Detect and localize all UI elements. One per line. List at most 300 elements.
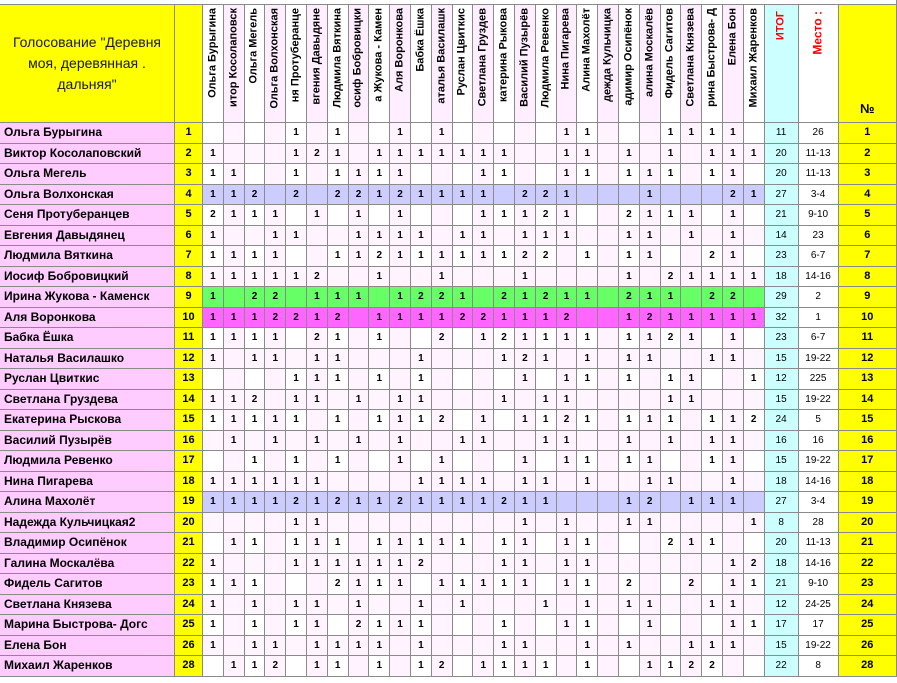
vote-cell: 1: [245, 246, 266, 267]
vote-cell: [349, 533, 370, 554]
vote-cell: 1: [411, 226, 432, 247]
vote-cell: 1: [536, 390, 557, 411]
vote-cell: 2: [265, 287, 286, 308]
mesto-label: Место :: [810, 11, 825, 55]
vote-cell: 1: [661, 656, 682, 677]
itog-cell: 24: [765, 410, 799, 431]
vote-cell: [619, 533, 640, 554]
vote-cell: [515, 431, 536, 452]
participant-name: Владимир Осипёнок: [0, 533, 175, 554]
vote-cell: 1: [307, 595, 328, 616]
vote-cell: 1: [515, 267, 536, 288]
vote-cell: [390, 349, 411, 370]
vote-cell: 1: [265, 205, 286, 226]
vote-cell: [702, 185, 723, 206]
vote-cell: 1: [515, 369, 536, 390]
vote-cell: [681, 472, 702, 493]
number-cell: 6: [839, 226, 897, 247]
vote-cell: 1: [411, 656, 432, 677]
vote-cell: [349, 451, 370, 472]
vote-cell: [536, 533, 557, 554]
participant-name: Светлана Груздева: [0, 390, 175, 411]
vote-cell: 1: [744, 308, 765, 329]
vote-cell: 2: [328, 185, 349, 206]
vote-cell: 1: [224, 574, 245, 595]
vote-cell: [744, 595, 765, 616]
vote-cell: [598, 636, 619, 657]
itog-cell: 32: [765, 308, 799, 329]
vote-cell: 1: [432, 267, 453, 288]
vote-cell: 1: [536, 431, 557, 452]
vote-cell: 2: [536, 287, 557, 308]
vote-cell: 1: [723, 410, 744, 431]
row-index: 8: [175, 267, 203, 288]
vote-cell: [453, 656, 474, 677]
vote-cell: [432, 369, 453, 390]
vote-cell: 1: [723, 246, 744, 267]
vote-cell: 1: [557, 185, 578, 206]
vote-cell: [453, 390, 474, 411]
vote-cell: 2: [702, 656, 723, 677]
vote-cell: 1: [245, 656, 266, 677]
vote-cell: 1: [224, 656, 245, 677]
vote-cell: 1: [203, 226, 224, 247]
vote-cell: 1: [390, 287, 411, 308]
voter-name: аталья Василашк: [435, 8, 448, 104]
itog-cell: 23: [765, 328, 799, 349]
vote-cell: 1: [494, 164, 515, 185]
vote-cell: [598, 615, 619, 636]
vote-cell: [286, 349, 307, 370]
mesto-cell: 3-4: [799, 185, 839, 206]
vote-cell: [681, 144, 702, 165]
vote-cell: [619, 656, 640, 677]
vote-cell: [349, 656, 370, 677]
voter-header: [203, 5, 224, 123]
vote-cell: 1: [473, 328, 494, 349]
vote-cell: [661, 451, 682, 472]
vote-cell: 1: [640, 205, 661, 226]
row-index: 14: [175, 390, 203, 411]
vote-cell: 1: [536, 410, 557, 431]
vote-cell: 1: [619, 246, 640, 267]
vote-cell: 1: [536, 226, 557, 247]
vote-cell: 1: [369, 492, 390, 513]
vote-cell: [453, 164, 474, 185]
vote-cell: 1: [203, 328, 224, 349]
vote-cell: 1: [245, 451, 266, 472]
vote-cell: [536, 123, 557, 144]
vote-cell: [557, 267, 578, 288]
vote-cell: 1: [453, 287, 474, 308]
vote-cell: 1: [203, 267, 224, 288]
vote-cell: 1: [577, 574, 598, 595]
vote-cell: [536, 144, 557, 165]
vote-cell: 1: [515, 533, 536, 554]
vote-cell: [453, 554, 474, 575]
vote-cell: 1: [619, 513, 640, 534]
vote-cell: [619, 390, 640, 411]
vote-cell: 1: [557, 123, 578, 144]
vote-cell: 1: [390, 246, 411, 267]
vote-cell: 1: [557, 574, 578, 595]
voter-header: [557, 5, 578, 123]
vote-cell: 1: [702, 595, 723, 616]
vote-cell: [453, 615, 474, 636]
vote-cell: [369, 595, 390, 616]
voter-header: [661, 5, 682, 123]
vote-cell: [203, 431, 224, 452]
vote-cell: [619, 123, 640, 144]
vote-cell: [453, 349, 474, 370]
vote-cell: 1: [515, 636, 536, 657]
vote-cell: [453, 410, 474, 431]
vote-cell: 1: [453, 226, 474, 247]
vote-cell: [473, 595, 494, 616]
vote-cell: [661, 615, 682, 636]
voter-name: Людмила Ревенко: [539, 8, 552, 108]
vote-cell: 2: [328, 492, 349, 513]
vote-cell: 1: [723, 349, 744, 370]
itog-header: [765, 5, 799, 123]
vote-cell: [577, 308, 598, 329]
vote-cell: 1: [390, 144, 411, 165]
vote-cell: 1: [681, 390, 702, 411]
vote-cell: [619, 472, 640, 493]
participant-name: Руслан Цвиткис: [0, 369, 175, 390]
vote-cell: 1: [369, 328, 390, 349]
vote-cell: 1: [432, 123, 453, 144]
vote-cell: 2: [536, 185, 557, 206]
vote-cell: 1: [723, 451, 744, 472]
vote-cell: 1: [245, 349, 266, 370]
vote-cell: [307, 123, 328, 144]
vote-cell: [473, 369, 494, 390]
vote-cell: 1: [286, 144, 307, 165]
vote-cell: [536, 513, 557, 534]
itog-cell: 11: [765, 123, 799, 144]
vote-cell: 1: [494, 533, 515, 554]
vote-cell: 1: [411, 533, 432, 554]
vote-cell: [349, 123, 370, 144]
vote-cell: [453, 369, 474, 390]
vote-cell: 1: [619, 636, 640, 657]
participant-name: Иосиф Бобровицкий: [0, 267, 175, 288]
vote-cell: 1: [390, 574, 411, 595]
vote-cell: 1: [494, 349, 515, 370]
vote-cell: [369, 390, 390, 411]
vote-cell: 1: [473, 185, 494, 206]
vote-cell: [473, 123, 494, 144]
vote-cell: 1: [432, 574, 453, 595]
vote-cell: 1: [640, 472, 661, 493]
vote-cell: [203, 513, 224, 534]
vote-cell: 2: [494, 287, 515, 308]
voter-name: Бабка Ёшка: [414, 8, 427, 72]
vote-cell: 1: [744, 369, 765, 390]
vote-cell: 1: [640, 349, 661, 370]
vote-cell: [224, 369, 245, 390]
mesto-cell: 6-7: [799, 328, 839, 349]
vote-cell: 1: [515, 492, 536, 513]
vote-cell: 1: [286, 390, 307, 411]
vote-cell: [515, 390, 536, 411]
vote-cell: 1: [681, 328, 702, 349]
vote-cell: 1: [432, 451, 453, 472]
vote-cell: [224, 226, 245, 247]
row-index: 2: [175, 144, 203, 165]
vote-cell: [245, 226, 266, 247]
vote-cell: [390, 513, 411, 534]
vote-cell: 1: [557, 205, 578, 226]
vote-cell: [619, 554, 640, 575]
number-header: №: [839, 5, 897, 123]
vote-cell: 2: [307, 267, 328, 288]
vote-cell: [577, 390, 598, 411]
vote-cell: 2: [661, 267, 682, 288]
vote-cell: [245, 431, 266, 452]
vote-cell: [286, 205, 307, 226]
vote-cell: 1: [390, 451, 411, 472]
vote-cell: [265, 533, 286, 554]
row-index: 23: [175, 574, 203, 595]
vote-cell: [432, 636, 453, 657]
vote-cell: 1: [619, 369, 640, 390]
vote-cell: 1: [203, 390, 224, 411]
vote-cell: [661, 349, 682, 370]
vote-cell: 2: [265, 308, 286, 329]
vote-cell: [307, 185, 328, 206]
vote-cell: 1: [515, 656, 536, 677]
vote-cell: 1: [349, 492, 370, 513]
vote-cell: [411, 164, 432, 185]
vote-cell: 2: [473, 308, 494, 329]
vote-cell: 1: [453, 472, 474, 493]
vote-cell: [473, 513, 494, 534]
vote-cell: [432, 431, 453, 452]
vote-cell: [473, 615, 494, 636]
vote-cell: [307, 574, 328, 595]
vote-cell: [390, 656, 411, 677]
number-cell: 16: [839, 431, 897, 452]
vote-cell: 1: [203, 472, 224, 493]
vote-cell: 2: [744, 410, 765, 431]
voter-header: [432, 5, 453, 123]
vote-cell: 1: [328, 246, 349, 267]
participant-name: Наталья Василашко: [0, 349, 175, 370]
vote-cell: 1: [577, 164, 598, 185]
vote-cell: 1: [640, 287, 661, 308]
index-header: [175, 5, 203, 123]
vote-cell: [307, 410, 328, 431]
vote-cell: 1: [453, 533, 474, 554]
vote-cell: [473, 267, 494, 288]
vote-cell: 1: [349, 554, 370, 575]
vote-cell: 1: [203, 636, 224, 657]
vote-cell: [598, 123, 619, 144]
vote-cell: [224, 123, 245, 144]
vote-cell: [598, 144, 619, 165]
vote-cell: [640, 431, 661, 452]
vote-cell: [598, 226, 619, 247]
vote-cell: [473, 390, 494, 411]
row-index: 20: [175, 513, 203, 534]
vote-cell: [224, 615, 245, 636]
vote-cell: 1: [681, 369, 702, 390]
participant-name: Аля Воронкова: [0, 308, 175, 329]
voter-name: Фидель Сагитов: [663, 8, 676, 99]
vote-cell: 1: [744, 574, 765, 595]
mesto-cell: 2: [799, 287, 839, 308]
vote-cell: 1: [224, 492, 245, 513]
voter-name: Аля Воронкова: [393, 8, 406, 92]
vote-cell: 1: [640, 451, 661, 472]
vote-cell: 1: [224, 164, 245, 185]
vote-cell: [390, 595, 411, 616]
vote-cell: 2: [390, 185, 411, 206]
vote-cell: [369, 205, 390, 226]
vote-cell: [744, 390, 765, 411]
participant-name: Нина Пигарева: [0, 472, 175, 493]
vote-cell: 1: [557, 328, 578, 349]
vote-cell: 1: [473, 492, 494, 513]
vote-cell: [681, 615, 702, 636]
vote-cell: [411, 205, 432, 226]
mesto-cell: 28: [799, 513, 839, 534]
voter-name: Елена Бон: [726, 8, 739, 66]
vote-cell: [432, 595, 453, 616]
vote-cell: [619, 185, 640, 206]
mesto-cell: 19-22: [799, 390, 839, 411]
vote-cell: [640, 636, 661, 657]
vote-cell: 2: [494, 492, 515, 513]
vote-cell: 1: [744, 144, 765, 165]
vote-cell: 2: [744, 554, 765, 575]
vote-cell: 1: [432, 246, 453, 267]
vote-cell: [598, 390, 619, 411]
vote-cell: [453, 123, 474, 144]
vote-cell: 1: [557, 144, 578, 165]
vote-cell: 1: [203, 144, 224, 165]
vote-cell: 1: [494, 574, 515, 595]
vote-cell: [328, 595, 349, 616]
sheet-title: Голосование "Деревня моя, деревянная . дальняя": [0, 5, 175, 123]
vote-cell: 1: [224, 431, 245, 452]
vote-cell: 2: [723, 185, 744, 206]
vote-cell: [598, 185, 619, 206]
row-index: 26: [175, 636, 203, 657]
voter-header: [265, 5, 286, 123]
vote-cell: 2: [411, 287, 432, 308]
vote-cell: 1: [494, 246, 515, 267]
vote-cell: [744, 226, 765, 247]
vote-cell: [661, 185, 682, 206]
vote-cell: [494, 451, 515, 472]
row-index: 17: [175, 451, 203, 472]
vote-cell: 1: [536, 492, 557, 513]
vote-cell: 1: [619, 595, 640, 616]
vote-cell: 1: [369, 226, 390, 247]
vote-cell: 1: [473, 431, 494, 452]
vote-cell: 1: [369, 574, 390, 595]
vote-cell: 1: [577, 554, 598, 575]
vote-cell: [307, 226, 328, 247]
vote-cell: [744, 287, 765, 308]
vote-cell: [390, 328, 411, 349]
vote-cell: 1: [619, 226, 640, 247]
itog-cell: 15: [765, 451, 799, 472]
vote-cell: 1: [224, 390, 245, 411]
vote-cell: 1: [328, 369, 349, 390]
vote-cell: 1: [265, 246, 286, 267]
voter-header: [619, 5, 640, 123]
vote-cell: [640, 144, 661, 165]
vote-cell: [286, 656, 307, 677]
vote-cell: 1: [453, 144, 474, 165]
vote-cell: 1: [245, 492, 266, 513]
vote-cell: 1: [328, 451, 349, 472]
vote-cell: [661, 574, 682, 595]
vote-cell: 1: [661, 431, 682, 452]
number-cell: 10: [839, 308, 897, 329]
vote-cell: [473, 451, 494, 472]
vote-cell: 1: [349, 390, 370, 411]
vote-cell: [245, 144, 266, 165]
vote-cell: 1: [328, 554, 349, 575]
vote-cell: 2: [245, 390, 266, 411]
vote-cell: [494, 410, 515, 431]
vote-cell: [473, 287, 494, 308]
vote-cell: 1: [702, 636, 723, 657]
vote-cell: 1: [265, 328, 286, 349]
vote-cell: 1: [640, 164, 661, 185]
row-index: 25: [175, 615, 203, 636]
vote-cell: [577, 185, 598, 206]
vote-cell: 2: [619, 287, 640, 308]
participant-name: Евгения Давыдянец: [0, 226, 175, 247]
vote-cell: [681, 410, 702, 431]
voter-name: Ольга Мегель: [247, 8, 260, 84]
vote-cell: 1: [369, 369, 390, 390]
vote-cell: 1: [286, 226, 307, 247]
row-index: 10: [175, 308, 203, 329]
vote-cell: 1: [661, 123, 682, 144]
vote-cell: [515, 123, 536, 144]
vote-cell: [369, 287, 390, 308]
vote-cell: 1: [453, 492, 474, 513]
vote-cell: 1: [515, 451, 536, 472]
vote-cell: 1: [473, 246, 494, 267]
vote-cell: 1: [702, 144, 723, 165]
vote-cell: 1: [494, 615, 515, 636]
vote-cell: 2: [265, 656, 286, 677]
vote-cell: 1: [723, 431, 744, 452]
vote-cell: 1: [577, 636, 598, 657]
voter-header: [328, 5, 349, 123]
mesto-cell: 6-7: [799, 246, 839, 267]
vote-cell: [744, 472, 765, 493]
vote-cell: 2: [411, 554, 432, 575]
voter-header: [286, 5, 307, 123]
vote-cell: [203, 451, 224, 472]
voter-header: [723, 5, 744, 123]
vote-cell: 1: [390, 205, 411, 226]
number-cell: 13: [839, 369, 897, 390]
vote-cell: [598, 205, 619, 226]
vote-cell: [245, 369, 266, 390]
vote-cell: [744, 636, 765, 657]
vote-cell: 1: [265, 349, 286, 370]
